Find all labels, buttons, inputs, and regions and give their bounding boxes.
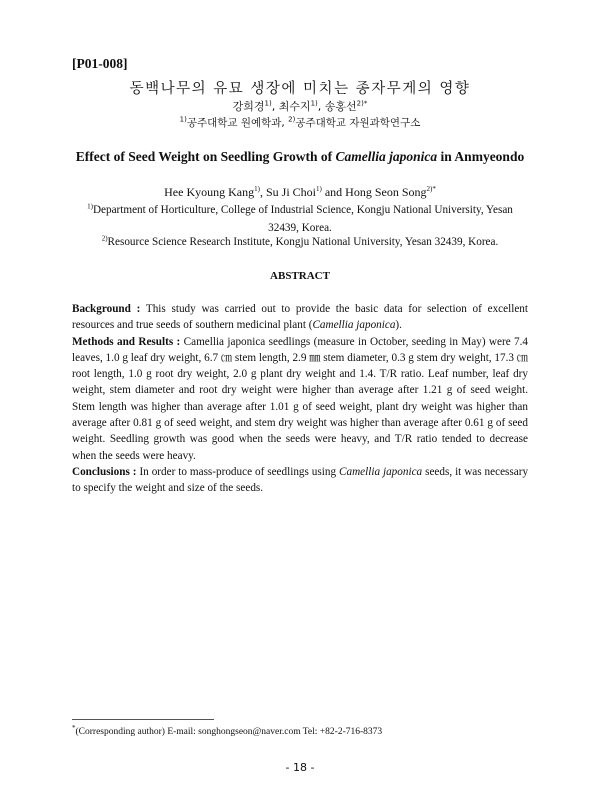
english-title-part-1: Effect of Seed Weight on Seedling Growth of [75, 149, 333, 164]
methods-paragraph [72, 334, 528, 464]
english-authors: Hee Kyoung Kang$^{1)}$, Su Ji Choi$^{1)}$ and Hong Seon Song$^{2)*}$ [164, 185, 436, 199]
korean-authors: 강희경$^{1)}$, 최수지$^{1)}$, 송홍선$^{2)*}$ [232, 99, 368, 113]
abstract-body [72, 301, 528, 497]
english-author-1: Hee Kyoung Kang [164, 185, 255, 199]
english-affil-2-sup: 2) [101, 234, 108, 243]
conclusions-end: seeds, it was necessary to specify the weight and size of the seeds. [72, 465, 529, 495]
footnote-mark: * [72, 723, 76, 732]
korean-author-3: 송홍선 [324, 100, 357, 113]
methods-text: Camellia japonica seedlings (measure in October, seeding in May) were 7.4 leaves, 1.0 g leaf dry weight, 6.7 ㎝ stem length, 2.9 ㎜ stem diameter, 0.3 g stem dry weight, 17.3 ㎝ root length, 1.0 g root dry weight, 2.0 g plant dry weight and 1.4. T/R ratio. Leaf number, leaf dry weight, stem diameter and root dry weight were higher than average after 1.21 g of seed weight. Stem length was higher than average after 1.01 g of seed weight, plant dry weight was higher than average after 0.81 g of seed weight, and stem dry weight was higher than average after 0.61 g of seed weight. Seedling growth was good when the seeds were heavy, and T/R ratio tended to decrease when the seeds were heavy. [72, 335, 529, 462]
abstract-heading: ABSTRACT [270, 270, 330, 282]
english-author-2-sup: 1) [315, 185, 322, 193]
english-affil-1-text: Department of Horticulture, College of Industrial Science, Kongju National University, Yesan 32439, Korea. [92, 204, 513, 234]
conclusions-species: Camellia japonica [339, 465, 423, 478]
korean-author-3-sup: 2)* [356, 99, 368, 108]
background-species: Camellia japonica [312, 319, 396, 332]
background-paragraph [72, 301, 528, 334]
korean-affil-1-sup: 1) [179, 115, 187, 124]
english-author-2: Su Ji Choi [265, 185, 316, 199]
background-text: This study was carried out to provide the basic data for selection of excellent resources and true seeds of southern medicinal plant ( [72, 303, 528, 332]
english-affiliation-1 [72, 202, 528, 237]
korean-author-1-sup: 1) [264, 99, 272, 108]
footnote-text: (Corresponding author) E-mail: songhongseon@naver.com Tel: +82-2-716-8373 [75, 727, 383, 737]
footnote [72, 723, 383, 737]
korean-author-2-sup: 1) [310, 99, 318, 108]
methods-label: Methods and Results : [72, 335, 181, 348]
background-end: ). [395, 319, 402, 332]
english-author-3-sup: 2)* [426, 185, 436, 193]
english-title-part-2: in Anmyeondo [440, 149, 525, 164]
english-author-and: and [324, 185, 343, 199]
korean-affil-2-sup: 2) [288, 115, 296, 124]
english-title-species: Camellia japonica [335, 149, 438, 164]
english-affil-1-sup: 1) [87, 202, 93, 211]
korean-affil-2: 공주대학교 자원과학연구소 [295, 117, 421, 129]
korean-author-1: 강희경 [232, 100, 265, 113]
conclusions-text: In order to mass-produce of seedlings using [139, 465, 337, 478]
page-number: - 18 - [285, 761, 315, 774]
background-label: Background : [72, 303, 141, 315]
conclusions-label: Conclusions : [72, 465, 137, 478]
korean-affiliations [0, 115, 600, 130]
english-author-1-sup: 1) [254, 185, 260, 193]
korean-affil-1: 공주대학교 원예학과, [186, 117, 285, 129]
english-author-3: Hong Seon Song [345, 185, 427, 199]
korean-title: 동백나무의 유묘 생장에 미치는 종자무게의 영향 [129, 81, 471, 97]
paper-code: [P01-008] [72, 56, 128, 71]
english-affiliation-2 [0, 236, 600, 248]
conclusions-paragraph [72, 464, 528, 497]
korean-author-2: 최수지 [278, 100, 311, 113]
english-title [60, 146, 540, 168]
footnote-divider [72, 719, 214, 720]
english-affil-2-text: Resource Science Research Institute, Kongju National University, Yesan 32439, Korea. [107, 236, 499, 248]
